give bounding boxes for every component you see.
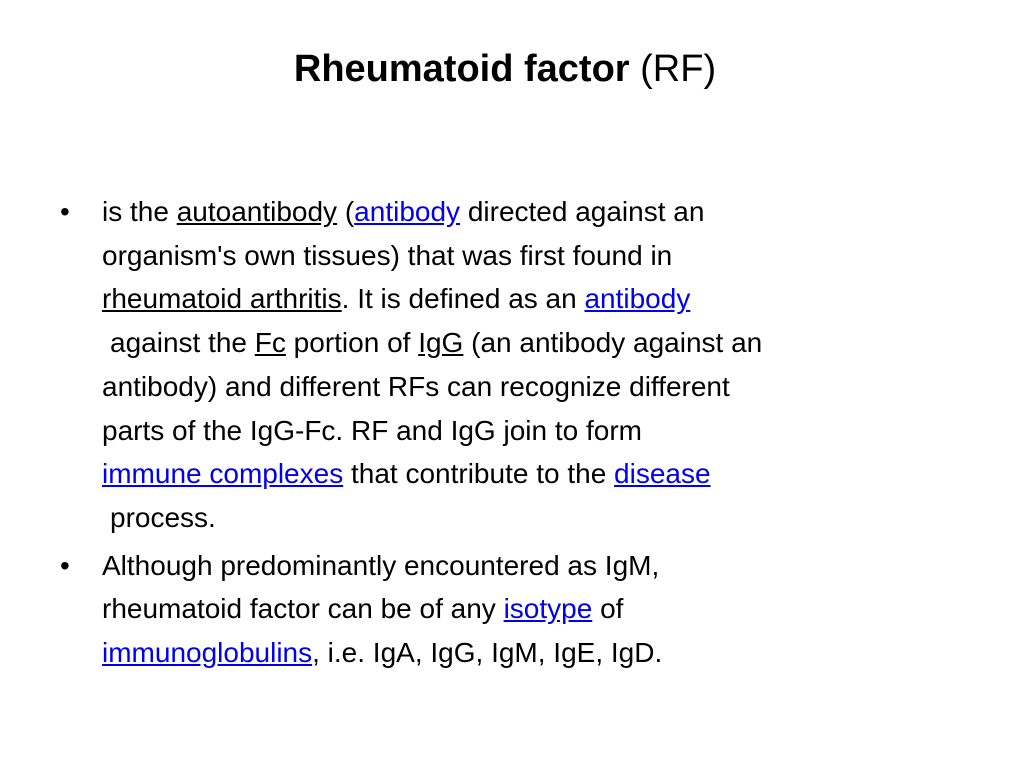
link-igg[interactable]: IgG <box>418 327 464 359</box>
text-line <box>102 452 980 496</box>
bullet-item-isotypes <box>60 544 980 675</box>
text-run: of <box>592 593 624 625</box>
text-line: antibody) and different RFs can recognize different <box>102 370 730 402</box>
text-line: parts of the IgG-Fc. RF and IgG join to form <box>102 414 642 446</box>
text-run: against the <box>110 327 255 359</box>
text-run: that contribute to the <box>343 458 615 490</box>
text-run: . It is defined as an <box>341 283 585 315</box>
text-run: ( <box>337 196 355 227</box>
bullet-list <box>60 190 980 679</box>
title-bold: Rheumatoid factor <box>293 48 630 90</box>
link-isotype[interactable]: isotype <box>503 593 593 625</box>
link-antibody[interactable]: antibody <box>354 196 461 227</box>
bullet-dot-icon: • <box>60 196 70 227</box>
text-line: Although predominantly encountered as IgM, <box>102 549 660 581</box>
text-run: (an antibody against an <box>463 327 763 359</box>
bullet-item-definition <box>60 190 980 540</box>
text-line <box>102 277 980 321</box>
text-line <box>102 587 980 631</box>
text-line <box>102 321 980 365</box>
link-disease[interactable]: disease <box>614 458 711 490</box>
text-run: rheumatoid factor can be of any <box>102 593 504 625</box>
text-line <box>102 190 980 234</box>
text-line: organism's own tissues) that was first found in <box>102 239 673 271</box>
link-rheumatoid-arthritis[interactable]: rheumatoid arthritis <box>102 283 342 315</box>
text-run: is the <box>102 196 177 227</box>
text-run: directed against an <box>460 196 705 227</box>
text-line <box>102 631 980 675</box>
link-immune-complexes[interactable]: immune complexes <box>102 458 344 490</box>
link-immunoglobulins[interactable]: immunoglobulins <box>102 637 313 669</box>
link-fc[interactable]: Fc <box>254 327 286 359</box>
title-abbreviation: (RF) <box>629 48 717 90</box>
text-line: process. <box>110 501 216 533</box>
text-run: , i.e. IgA, IgG, IgM, IgE, IgD. <box>312 637 663 669</box>
slide-title <box>0 44 1010 94</box>
link-antibody-2[interactable]: antibody <box>584 283 691 315</box>
link-autoantibody[interactable]: autoantibody <box>176 196 338 227</box>
bullet-dot-icon: • <box>60 549 70 581</box>
text-run: portion of <box>285 327 419 359</box>
